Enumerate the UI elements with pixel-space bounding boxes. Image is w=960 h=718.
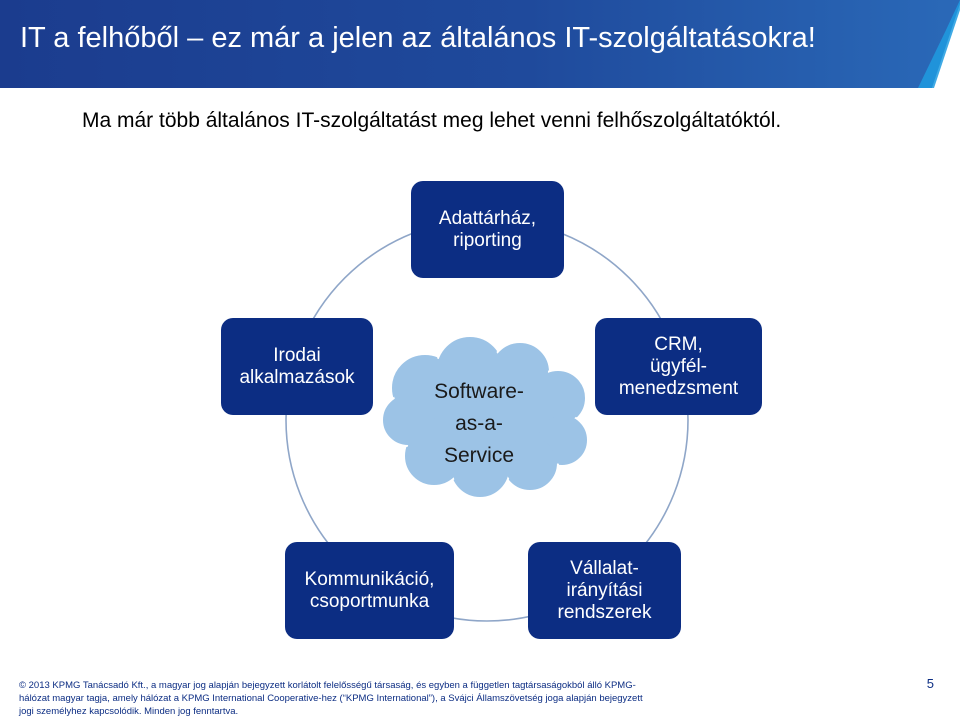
footer-legal-text: © 2013 KPMG Tanácsadó Kft., a magyar jog alapján bejegyzett korlátolt felelősségű társaság, és egyben a független tagtársaságokból álló KPMG-hálózat magyar tagja, amely hálózat a KPMG International Cooperative-hez (“KPMG International”), a Svájci Államszövetség joga alapján bejegyzett jogi személyhez kapcsolódik. Minden jog fenntartva. — [19, 680, 643, 717]
saas-cloud-label: Software- as-a- Service — [434, 380, 524, 467]
node-data-warehouse: Adattárház, riporting — [411, 181, 564, 278]
node-enterprise-systems: Vállalat- irányítási rendszerek — [528, 542, 681, 639]
node-office-apps: Irodai alkalmazások — [221, 318, 373, 415]
page-number: 5 — [926, 676, 934, 691]
node-crm: CRM, ügyfél- menedzsment — [595, 318, 762, 415]
page-title: IT a felhőből – ez már a jelen az általános IT-szolgáltatásokra! — [20, 22, 816, 54]
node-communication: Kommunikáció, csoportmunka — [285, 542, 454, 639]
page-subtitle: Ma már több általános IT-szolgáltatást meg lehet venni felhőszolgáltatóktól. — [82, 109, 782, 132]
